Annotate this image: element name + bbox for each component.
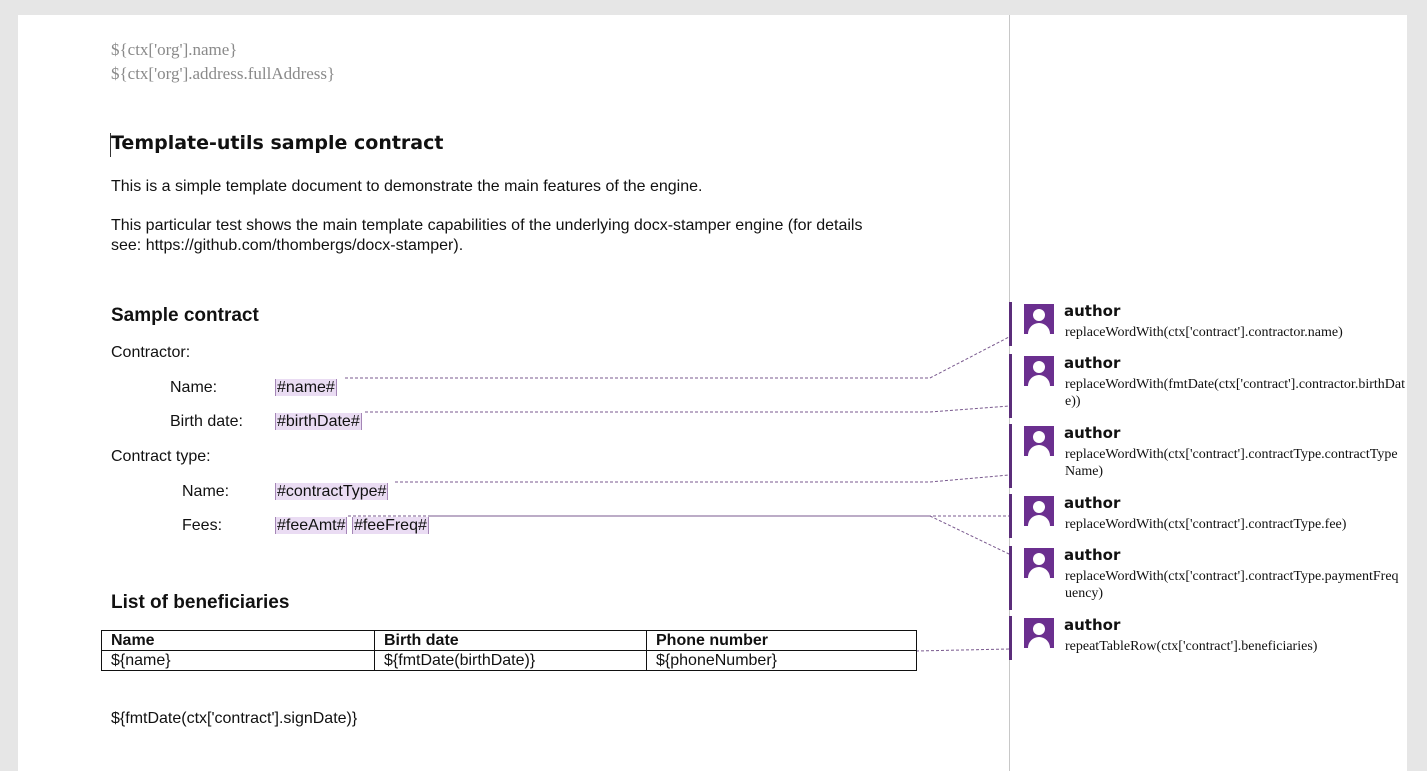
contract-type-label[interactable]: Contract type: [111,448,211,465]
table-row [102,651,917,671]
fee-frequency-placeholder[interactable]: #feeFreq# [353,517,427,534]
header-org-name[interactable]: ${ctx['org'].name} [111,40,238,59]
contractor-birthdate-placeholder[interactable]: #birthDate# [277,413,360,430]
connector-line [430,516,1009,554]
user-avatar-icon [1024,496,1054,526]
comment-text[interactable]: replaceWordWith(ctx['contract'].contractType.fee) [1065,517,1347,532]
comment-author: author [1064,616,1121,634]
comment-card[interactable] [1009,546,1412,610]
user-avatar-icon [1024,426,1054,456]
table-cell-birth-date[interactable]: ${fmtDate(birthDate)} [375,651,647,671]
contractor-name-label[interactable]: Name: [170,379,218,396]
comment-author: author [1064,424,1121,442]
table-cell-phone[interactable]: ${phoneNumber} [647,651,917,671]
beneficiaries-table[interactable] [101,630,917,671]
table-header-row [102,631,917,651]
comment-text[interactable]: replaceWordWith(ctx['contract'].contractType.paymentFrequency) [1065,569,1399,601]
section-heading-sample-contract[interactable]: Sample contract [111,305,259,326]
comment-author: author [1064,354,1121,372]
comment-author: author [1064,302,1121,320]
user-avatar-icon [1024,356,1054,386]
comment-card[interactable] [1009,494,1412,538]
table-cell-name[interactable]: ${name} [102,651,375,671]
intro-paragraph-1[interactable]: This is a simple template document to demonstrate the main features of the engine. [111,178,703,195]
intro-paragraph-2-line-1[interactable]: This particular test shows the main template capabilities of the underlying docx-stamper engine (for details [111,217,863,234]
contractor-birthdate-label[interactable]: Birth date: [170,413,243,430]
comment-text[interactable]: replaceWordWith(ctx['contract'].contractType.contractTypeName) [1065,447,1398,479]
comment-text[interactable]: repeatTableRow(ctx['contract'].beneficiaries) [1065,639,1318,654]
contract-type-name-label[interactable]: Name: [182,483,230,500]
contract-type-placeholder[interactable]: #contractType# [277,483,387,500]
section-heading-beneficiaries[interactable]: List of beneficiaries [111,592,290,613]
fees-label[interactable]: Fees: [182,517,223,534]
document-title[interactable]: Template-utils sample contract [111,132,444,154]
intro-paragraph-2-line-2[interactable]: see: https://github.com/thombergs/docx-stamper). [111,237,464,254]
comment-author: author [1064,546,1121,564]
comment-text[interactable]: replaceWordWith(ctx['contract'].contractor.name) [1065,325,1343,340]
connector-line [345,337,1009,378]
user-avatar-icon [1024,304,1054,334]
comment-author: author [1064,494,1121,512]
table-header-birth-date[interactable]: Birth date [375,631,647,651]
connector-line [365,406,1009,412]
user-avatar-icon [1024,548,1054,578]
header-org-address[interactable]: ${ctx['org'].address.fullAddress} [111,64,336,83]
comment-card[interactable] [1009,424,1412,488]
connector-line [916,649,1009,651]
contractor-label[interactable]: Contractor: [111,344,191,361]
connector-line [395,475,1009,482]
table-header-name[interactable]: Name [102,631,375,651]
fee-amount-placeholder[interactable]: #feeAmt# [277,517,346,534]
comment-text[interactable]: replaceWordWith(fmtDate(ctx['contract'].contractor.birthDate)) [1065,377,1405,409]
comment-card[interactable] [1009,302,1412,346]
user-avatar-icon [1024,618,1054,648]
contractor-name-placeholder[interactable]: #name# [277,379,335,396]
table-header-phone[interactable]: Phone number [647,631,917,651]
comment-card[interactable] [1009,616,1412,660]
comment-card[interactable] [1009,354,1412,418]
sign-date-placeholder[interactable]: ${fmtDate(ctx['contract'].signDate)} [111,710,358,727]
